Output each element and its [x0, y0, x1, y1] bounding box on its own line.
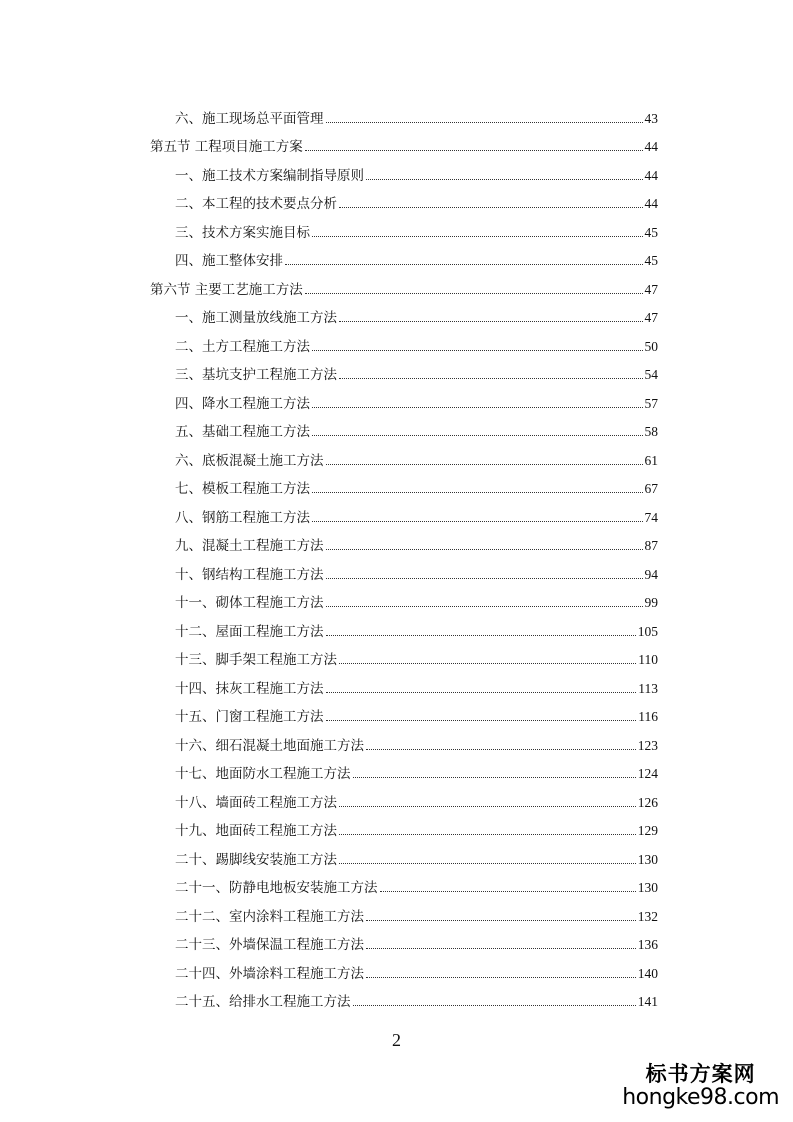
toc-subsection-entry [150, 298, 658, 327]
toc-entry-page: 87 [644, 538, 658, 553]
toc-entry-page: 99 [644, 595, 658, 610]
toc-entry-title: 第六节 主要工艺施工方法 [150, 281, 303, 298]
toc-entry-page: 44 [644, 167, 658, 183]
toc-entry-title: 二十一、防静电地板安装施工方法 [175, 880, 378, 896]
toc-subsection-entry [150, 868, 658, 897]
toc-entry-page: 45 [644, 224, 658, 240]
toc-dot-leader [326, 577, 643, 579]
toc-entry-page: 44 [644, 196, 658, 211]
toc-subsection-entry [150, 412, 658, 441]
toc-dot-leader [339, 862, 636, 864]
toc-subsection-entry [150, 583, 658, 612]
toc-dot-leader [312, 520, 643, 522]
toc-entry-page: 47 [644, 281, 658, 297]
toc-entry-page: 126 [637, 794, 658, 810]
toc-dot-leader [326, 548, 643, 550]
toc-subsection-entry [150, 326, 658, 355]
toc-dot-leader [339, 805, 636, 807]
watermark-domain-text: hongke98.com [622, 1085, 779, 1110]
toc-entry-title: 十九、地面砖工程施工方法 [175, 823, 337, 839]
toc-entry-title: 二十三、外墙保温工程施工方法 [175, 937, 364, 953]
toc-entry-title: 二十、踢脚线安装施工方法 [175, 851, 337, 868]
toc-entry-title: 二十四、外墙涂料工程施工方法 [175, 965, 364, 982]
toc-entry-page: 57 [644, 395, 658, 411]
toc-entry-title: 四、降水工程施工方法 [175, 395, 310, 412]
toc-entry-page: 113 [638, 680, 658, 696]
toc-entry-title: 九、混凝土工程施工方法 [175, 538, 324, 554]
toc-entry-page: 61 [644, 452, 658, 468]
toc-entry-page: 45 [644, 253, 658, 268]
toc-dot-leader [380, 890, 636, 892]
toc-entry-page: 94 [644, 566, 658, 582]
toc-dot-leader [366, 919, 636, 921]
toc-entry-title: 一、施工技术方案编制指导原则 [175, 167, 364, 184]
toc-subsection-entry [150, 668, 658, 697]
toc-entry-page: 44 [644, 139, 658, 154]
toc-subsection-entry [150, 241, 658, 270]
toc-subsection-entry [150, 782, 658, 811]
toc-entry-title: 十四、抹灰工程施工方法 [175, 680, 324, 697]
toc-entry-title: 十一、砌体工程施工方法 [175, 595, 324, 611]
toc-entry-page: 130 [637, 880, 658, 895]
toc-dot-leader [339, 662, 636, 664]
toc-entry-title: 六、施工现场总平面管理 [175, 110, 324, 127]
toc-subsection-entry [150, 355, 658, 384]
toc-entry-page: 54 [644, 367, 658, 382]
toc-subsection-entry [150, 811, 658, 840]
toc-entry-title: 四、施工整体安排 [175, 253, 283, 269]
toc-subsection-entry [150, 697, 658, 726]
toc-dot-leader [326, 121, 643, 123]
toc-subsection-entry [150, 754, 658, 783]
toc-entry-page: 132 [637, 908, 658, 924]
toc-entry-page: 67 [644, 481, 658, 496]
toc-dot-leader [339, 206, 643, 208]
toc-dot-leader [339, 377, 643, 379]
toc-subsection-entry [150, 611, 658, 640]
toc-entry-title: 十、钢结构工程施工方法 [175, 566, 324, 583]
page-number: 2 [392, 1030, 401, 1050]
toc-subsection-entry [150, 640, 658, 669]
toc-dot-leader [326, 634, 636, 636]
toc-dot-leader [326, 719, 637, 721]
toc-dot-leader [312, 349, 643, 351]
toc-entry-title: 二十二、室内涂料工程施工方法 [175, 908, 364, 925]
toc-dot-leader [326, 463, 643, 465]
toc-entry-title: 第五节 工程项目施工方案 [150, 139, 303, 155]
watermark-chinese-text: 标书方案网 [645, 1062, 756, 1086]
toc-entry-page: 136 [637, 937, 658, 952]
toc-dot-leader [326, 605, 643, 607]
toc-entry-page: 130 [637, 851, 658, 867]
toc-subsection-entry [150, 725, 658, 754]
toc-subsection-entry [150, 383, 658, 412]
toc-subsection-entry [150, 953, 658, 982]
toc-entry-title: 二、本工程的技术要点分析 [175, 196, 337, 212]
toc-subsection-entry [150, 184, 658, 213]
toc-subsection-entry [150, 155, 658, 184]
toc-entry-title: 七、模板工程施工方法 [175, 481, 310, 497]
toc-subsection-entry [150, 497, 658, 526]
toc-subsection-entry [150, 839, 658, 868]
toc-entry-page: 74 [644, 509, 658, 525]
table-of-contents [150, 98, 658, 1010]
toc-section-entry [150, 127, 658, 156]
toc-dot-leader [339, 320, 643, 322]
toc-entry-title: 十三、脚手架工程施工方法 [175, 652, 337, 668]
toc-entry-title: 二十五、给排水工程施工方法 [175, 994, 351, 1010]
toc-dot-leader [305, 149, 643, 151]
toc-subsection-entry [150, 982, 658, 1011]
toc-dot-leader [326, 691, 637, 693]
toc-entry-title: 五、基础工程施工方法 [175, 424, 310, 440]
toc-entry-page: 43 [644, 110, 658, 126]
toc-dot-leader [312, 406, 643, 408]
toc-dot-leader [312, 434, 643, 436]
toc-entry-page: 58 [644, 424, 658, 439]
toc-dot-leader [285, 263, 643, 265]
toc-entry-page: 124 [637, 766, 658, 781]
toc-entry-page: 129 [637, 823, 658, 838]
toc-dot-leader [312, 491, 643, 493]
toc-entry-title: 十八、墙面砖工程施工方法 [175, 794, 337, 811]
toc-entry-page: 116 [638, 709, 658, 724]
toc-dot-leader [305, 292, 643, 294]
toc-section-entry [150, 269, 658, 298]
toc-subsection-entry [150, 526, 658, 555]
toc-subsection-entry [150, 212, 658, 241]
toc-dot-leader [353, 1004, 636, 1006]
toc-entry-title: 十七、地面防水工程施工方法 [175, 766, 351, 782]
toc-entry-page: 140 [637, 965, 658, 981]
toc-entry-page: 141 [637, 994, 658, 1009]
toc-subsection-entry [150, 896, 658, 925]
toc-entry-title: 三、技术方案实施目标 [175, 224, 310, 241]
toc-dot-leader [339, 833, 636, 835]
toc-dot-leader [366, 748, 636, 750]
toc-subsection-entry [150, 469, 658, 498]
toc-subsection-entry [150, 554, 658, 583]
toc-dot-leader [366, 947, 636, 949]
toc-entry-page: 110 [638, 652, 658, 667]
toc-dot-leader [366, 976, 636, 978]
toc-dot-leader [312, 235, 643, 237]
toc-entry-title: 十六、细石混凝土地面施工方法 [175, 737, 364, 754]
toc-dot-leader [353, 776, 636, 778]
toc-entry-page: 47 [644, 310, 658, 325]
toc-subsection-entry [150, 440, 658, 469]
toc-subsection-entry [150, 925, 658, 954]
toc-entry-page: 50 [644, 338, 658, 354]
toc-entry-title: 十二、屋面工程施工方法 [175, 623, 324, 640]
toc-entry-title: 三、基坑支护工程施工方法 [175, 367, 337, 383]
toc-entry-page: 123 [637, 737, 658, 753]
toc-entry-title: 十五、门窗工程施工方法 [175, 709, 324, 725]
toc-entry-page: 105 [637, 623, 658, 639]
toc-entry-title: 八、钢筋工程施工方法 [175, 509, 310, 526]
toc-dot-leader [366, 178, 643, 180]
toc-entry-title: 二、土方工程施工方法 [175, 338, 310, 355]
toc-entry-title: 一、施工测量放线施工方法 [175, 310, 337, 326]
toc-entry-title: 六、底板混凝土施工方法 [175, 452, 324, 469]
watermark [622, 1062, 779, 1110]
toc-subsection-entry [150, 98, 658, 127]
